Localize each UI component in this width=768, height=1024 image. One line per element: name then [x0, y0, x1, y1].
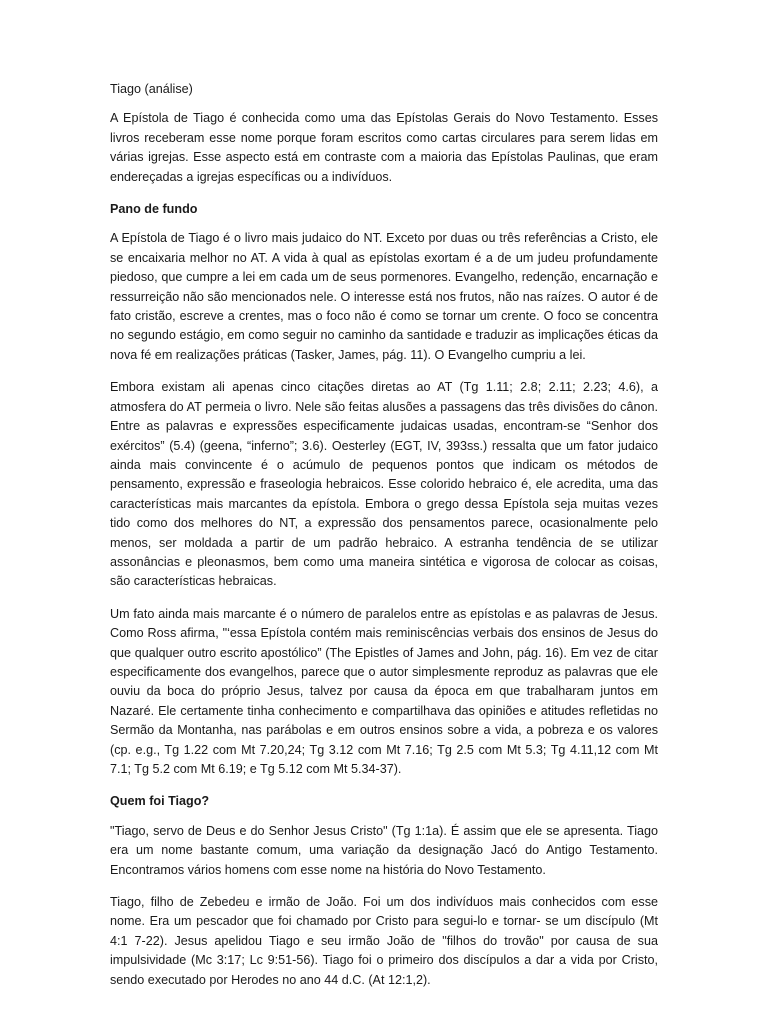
paragraph: Tiago, filho de Zebedeu e irmão de João. Foi um dos indivíduos mais conhecidos com esse nome. Era um pescador que foi chamado por Cristo para segui-lo e tornar- se um discípulo (Mt 4:1 7-22). Jesus apelidou Tiago e seu irmão João de "filhos do trovão" por causa de sua impulsividade (Mc 3:17; Lc 9:51-56). Tiago foi o primeiro dos discípulos a dar a vida por Cristo, sendo executado por Herodes no ano 44 d.C. (At 12:1,2).	[110, 895, 658, 987]
section-heading-quem-foi-tiago: Quem foi Tiago?	[110, 794, 210, 809]
paragraph: Embora existam ali apenas cinco citações diretas ao AT (Tg 1.11; 2.8; 2.11; 2.23; 4.6), a atmosfera do AT permeia o livro. Nele são feitas alusões a passagens das três divisões do cânon. Entre as palavras e expressões especificamente judaicas usadas, encontram-se “Senhor dos exércitos” (5.4) (geena, “inferno”; 3.6). Oesterley (EGT, IV, 393ss.) ressalta que um fator judaico ainda mais convincente é o acúmulo de pequenos pontos que indicam os métodos de pensamento, expressão e fraseologia hebraicos. Esse colorido hebraico é, ele acredita, uma das características mais marcantes da epístola. Embora o grego dessa Epístola seja muitas vezes tido como dos melhores do NT, a expressão dos pensamentos parece, ocasionalmente pelo menos, ser moldada a partir de um padrão hebraico. A estranha tendência de se utilizar assonâncias e pleonasmos, bem como uma maneira sintética e vigorosa de colocar as coisas, são características hebraicas.	[110, 380, 658, 589]
paragraph: "Tiago, servo de Deus e do Senhor Jesus Cristo" (Tg 1:1a). É assim que ele se apresenta. Tiago era um nome bastante comum, uma variação da designação Jacó do Antigo Testamento. Encontramos vários homens com esse nome na história do Novo Testamento.	[110, 823, 658, 877]
document-page	[110, 80, 658, 1003]
document-title: Tiago (análise)	[110, 82, 193, 96]
intro-paragraph: A Epístola de Tiago é conhecida como uma das Epístolas Gerais do Novo Testamento. Esses livros receberam esse nome porque foram escritos como cartas circulares para serem lidas em várias igrejas. Esse aspecto está em contraste com a maioria das Epístolas Paulinas, que eram endereçadas a igrejas específicas ou a indivíduos.	[110, 111, 658, 184]
paragraph: A Epístola de Tiago é o livro mais judaico do NT. Exceto por duas ou três referências a Cristo, ele se encaixaria melhor no AT. A vida à qual as epístolas exortam é a de um judeu profundamente piedoso, que cumpre a lei em cada um de seus pormenores. Evangelho, redenção, encarnação e ressurreição não são mencionados nele. O interesse está nos frutos, não nas raízes. O autor é de fato cristão, escreve a crentes, mas o foco não é como se tornar um crente. O foco se concentra no segundo estágio, em como seguir no caminho da santidade e traduzir as implicações éticas da nova fé em realizações práticas (Tasker, James, pág. 11). O Evangelho cumpriu a lei.	[110, 231, 658, 362]
paragraph: Um fato ainda mais marcante é o número de paralelos entre as epístolas e as palavras de Jesus. Como Ross afirma, "‘essa Epístola contém mais reminiscências verbais dos ensinos de Jesus do que qualquer outro escrito apostólico” (The Epistles of James and John, pág. 16). Em vez de citar especificamente dos evangelhos, parece que o autor simplesmente reproduz as palavras que ele ouviu da boca do próprio Jesus, talvez por causa da época em que trabalharam juntos em Nazaré. Ele certamente tinha conhecimento e compartilhava das opiniões e atitudes refletidas no Sermão da Montanha, nas parábolas e em outros ensinos sobre a vida, a pobreza e os valores (cp. e.g., Tg 1.22 com Mt 7.20,24; Tg 3.12 com Mt 7.16; Tg 2.5 com Mt 5.3; Tg 4.11,12 com Mt 7.1; Tg 5.2 com Mt 6.19; e Tg 5.12 com Mt 5.34-37).	[110, 606, 658, 776]
section-heading-pano-de-fundo: Pano de fundo	[110, 202, 198, 217]
